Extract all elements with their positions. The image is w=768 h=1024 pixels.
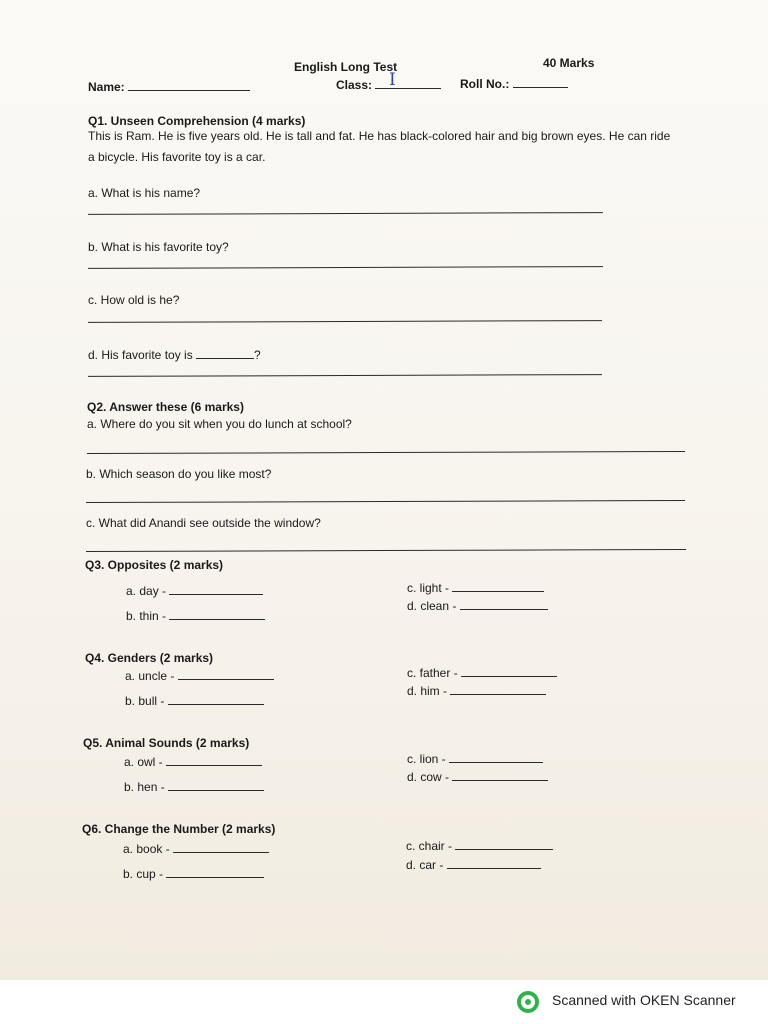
roll-label: Roll No.:	[460, 76, 568, 91]
q3-heading: Q3. Opposites (2 marks)	[85, 558, 224, 572]
q3-item-b: b. thin -	[126, 608, 265, 623]
scanner-watermark-text: Scanned with OKEN Scanner	[552, 992, 736, 1008]
q3-blank-a[interactable]	[169, 583, 263, 595]
q1-answer-line-b[interactable]	[88, 266, 603, 269]
q5-item-b: b. hen -	[124, 779, 264, 794]
q5-blank-c[interactable]	[449, 751, 543, 763]
q4-item-c: c. father -	[407, 665, 557, 680]
q6-blank-a[interactable]	[173, 841, 269, 853]
q5-item-d: d. cow -	[407, 769, 548, 784]
q3-blank-c[interactable]	[452, 580, 544, 592]
q1-question-b: b. What is his favorite toy?	[88, 240, 229, 254]
q6-item-b: b. cup -	[123, 866, 264, 881]
q5-blank-d[interactable]	[452, 769, 548, 781]
q5-heading: Q5. Animal Sounds (2 marks)	[83, 736, 250, 750]
q5-blank-b[interactable]	[168, 779, 264, 791]
q6-blank-c[interactable]	[455, 838, 553, 850]
q1-answer-line-a[interactable]	[88, 212, 603, 215]
q1-passage-line2: a bicycle. His favorite toy is a car.	[88, 150, 266, 164]
q4-item-a: a. uncle -	[125, 668, 274, 683]
q1-question-d: d. His favorite toy is ?	[88, 348, 261, 362]
q2-question-a: a. Where do you sit when you do lunch at school?	[87, 417, 352, 431]
q1-heading: Q1. Unseen Comprehension (4 marks)	[88, 114, 306, 128]
q5-item-a: a. owl -	[124, 754, 262, 769]
q6-heading: Q6. Change the Number (2 marks)	[82, 822, 276, 836]
q1-question-a: a. What is his name?	[88, 186, 201, 200]
oken-scanner-logo-icon	[517, 991, 539, 1013]
class-blank[interactable]	[375, 77, 441, 89]
q6-blank-b[interactable]	[166, 866, 264, 878]
q3-blank-b[interactable]	[169, 608, 265, 620]
q4-item-b: b. bull -	[125, 693, 264, 708]
q3-item-a: a. day -	[126, 583, 263, 598]
q6-item-a: a. book -	[123, 841, 269, 856]
q4-item-d: d. him -	[407, 683, 546, 698]
q4-blank-a[interactable]	[178, 668, 274, 680]
q2-question-c: c. What did Anandi see outside the window?	[86, 516, 321, 530]
q6-blank-d[interactable]	[447, 857, 541, 869]
q2-answer-line-a[interactable]	[87, 451, 685, 454]
total-marks: 40 Marks	[543, 56, 595, 70]
q4-blank-b[interactable]	[168, 693, 264, 705]
q2-heading: Q2. Answer these (6 marks)	[87, 400, 244, 414]
q2-question-b: b. Which season do you like most?	[86, 467, 272, 481]
q4-blank-d[interactable]	[450, 683, 546, 695]
test-title: English Long Test	[294, 60, 398, 74]
q1-answer-line-d[interactable]	[88, 374, 602, 377]
q1-d-inline-blank[interactable]	[196, 347, 254, 359]
name-blank[interactable]	[128, 79, 250, 91]
q4-heading: Q4. Genders (2 marks)	[85, 651, 214, 665]
q3-blank-d[interactable]	[460, 598, 548, 610]
class-label: Class:	[336, 77, 441, 92]
q1-passage-line1: This is Ram. He is five years old. He is tall and fat. He has black-colored hair and big brown eyes. He can ride	[88, 129, 671, 143]
q5-item-c: c. lion -	[407, 751, 543, 766]
name-label: Name:	[88, 79, 250, 94]
class-handwritten-value: I	[389, 70, 396, 90]
q6-item-c: c. chair -	[406, 838, 553, 853]
q1-question-c: c. How old is he?	[88, 293, 180, 307]
q5-blank-a[interactable]	[166, 754, 262, 766]
q2-answer-line-b[interactable]	[86, 500, 685, 503]
q3-item-c: c. light -	[407, 580, 544, 595]
q2-answer-line-c[interactable]	[86, 549, 686, 552]
q3-item-d: d. clean -	[407, 598, 548, 613]
roll-blank[interactable]	[513, 76, 568, 88]
q4-blank-c[interactable]	[461, 665, 557, 677]
q1-answer-line-c[interactable]	[88, 320, 602, 323]
q6-item-d: d. car -	[406, 857, 541, 872]
